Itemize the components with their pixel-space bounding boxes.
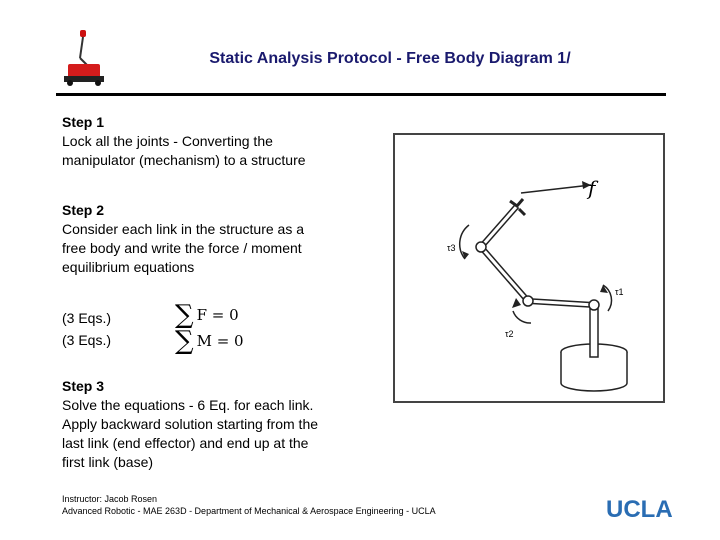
- step-3-line-1: Solve the equations - 6 Eq. for each link.: [62, 397, 314, 413]
- step-3: [62, 377, 318, 472]
- step-2: [62, 201, 304, 277]
- step-3-heading: Step 3: [62, 378, 105, 394]
- joint-2: [523, 296, 533, 306]
- joint-1: [589, 300, 599, 310]
- robot-logo: [58, 28, 108, 88]
- moment-equation: [175, 328, 244, 354]
- step-1-line-1: Lock all the joints - Converting the: [62, 133, 273, 149]
- step-3-line-2: Apply backward solution starting from the: [62, 416, 319, 432]
- joint-3: [476, 242, 486, 252]
- step-1-line-2: manipulator (mechanism) to a structure: [62, 152, 306, 168]
- free-body-diagram: [393, 133, 665, 403]
- page-title: Static Analysis Protocol - Free Body Diagram 1/: [209, 50, 571, 67]
- course-line: Advanced Robotic - MAE 263D - Department of Mechanical & Aerospace Engineering - UCLA: [62, 506, 436, 516]
- tau1-label: τ1: [615, 287, 624, 297]
- moment-equation-text: M = 0: [196, 332, 244, 350]
- force-equation-text: F = 0: [196, 306, 239, 324]
- force-equation: [175, 302, 244, 328]
- moment-eq-label: (3 Eqs.): [62, 332, 112, 348]
- equation-labels: [62, 307, 111, 351]
- tau3-label: τ3: [447, 243, 456, 253]
- step-1: [62, 113, 306, 170]
- ucla-logo: UCLA: [606, 496, 673, 523]
- equations: [175, 302, 244, 354]
- instructor-line: Instructor: Jacob Rosen: [62, 494, 158, 504]
- base-body: [561, 352, 627, 391]
- footer: [62, 493, 436, 517]
- step-3-line-3: last link (end effector) and end up at the: [62, 435, 309, 451]
- step-2-heading: Step 2: [62, 202, 105, 218]
- step-3-line-4: first link (base): [62, 454, 154, 470]
- step-2-line-1: Consider each link in the structure as a: [62, 221, 305, 237]
- step-2-line-3: equilibrium equations: [62, 259, 195, 275]
- force-eq-label: (3 Eqs.): [62, 310, 112, 326]
- force-label: f: [588, 176, 596, 200]
- step-1-heading: Step 1: [62, 114, 105, 130]
- sigma-symbol: ∑: [175, 300, 194, 330]
- link-1: [590, 305, 598, 357]
- step-2-line-2: free body and write the force / moment: [62, 240, 302, 256]
- sigma-symbol: ∑: [175, 326, 194, 356]
- title-divider: [56, 93, 666, 96]
- tau2-label: τ2: [505, 329, 514, 339]
